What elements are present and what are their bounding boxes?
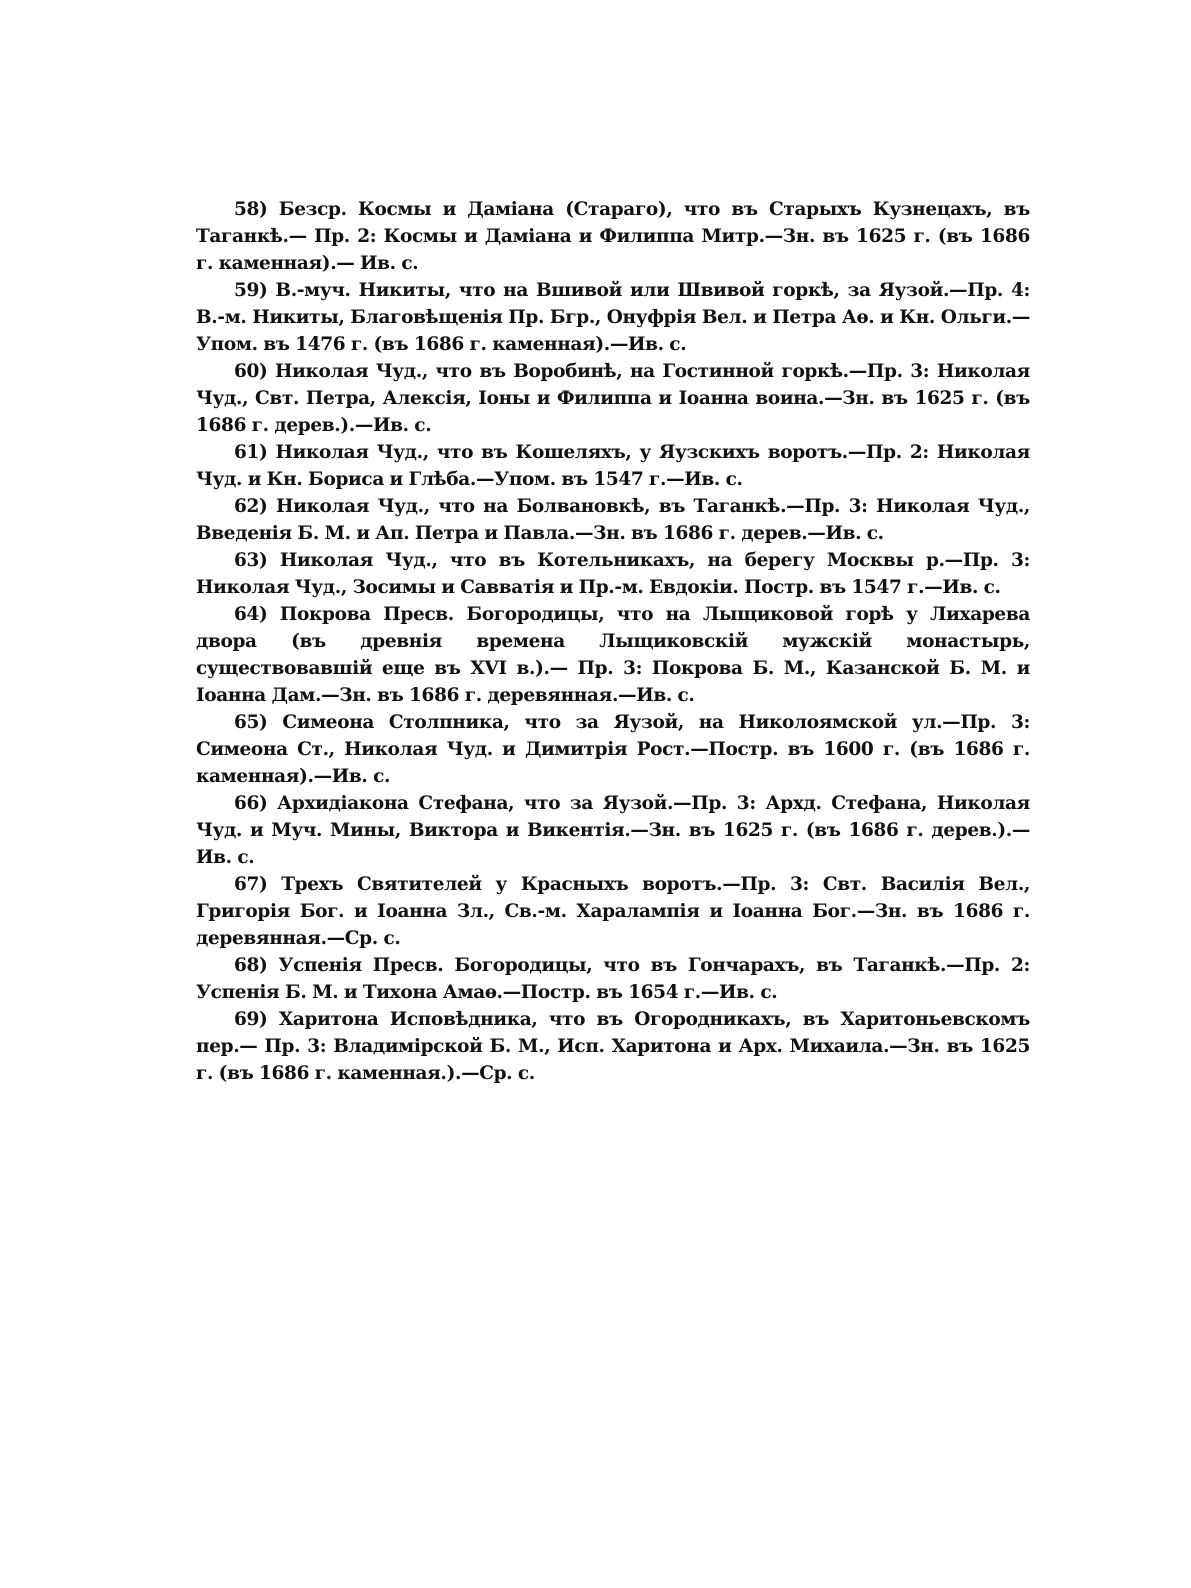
- entry-69: 69) Харитона Исповѣдника, что въ Огородникахъ, въ Харитоньевскомъ пер.— Пр. 3: Владимірской Б. М., Исп. Харитона и Арх. Михаила.—Зн. въ 1625 г. (въ 1686 г. каменная.).—Ср. с.: [196, 1009, 1030, 1084]
- entry-66: 66) Архидіакона Стефана, что за Яузой.—Пр. 3: Архд. Стефана, Николая Чуд. и Муч. Мины, Виктора и Викентія.—Зн. въ 1625 г. (въ 1686 г. дерев.).—Ив. с.: [196, 793, 1030, 868]
- entry-58: 58) Безср. Космы и Даміана (Стараго), что въ Старыхъ Кузнецахъ, въ Таганкѣ.— Пр. 2: Космы и Даміана и Филиппа Митр.—Зн. въ 1625 г. (въ 1686 г. каменная).— Ив. с.: [196, 199, 1030, 274]
- entry-63: 63) Николая Чуд., что въ Котельникахъ, на берегу Москвы р.—Пр. 3: Николая Чуд., Зосимы и Савватія и Пр.-м. Евдокіи. Постр. въ 1547 г.—Ив. с.: [196, 550, 1030, 598]
- entry-60: 60) Николая Чуд., что въ Воробинѣ, на Гостинной горкѣ.—Пр. 3: Николая Чуд., Свт. Петра, Алексія, Іоны и Филиппа и Іоанна воина.—Зн. въ 1625 г. (въ 1686 г. дерев.).—Ив. с.: [196, 361, 1030, 436]
- entry-62: 62) Николая Чуд., что на Болвановкѣ, въ Таганкѣ.—Пр. 3: Николая Чуд., Введенія Б. М. и Ап. Петра и Павла.—Зн. въ 1686 г. дерев.—Ив. с.: [196, 496, 1030, 544]
- entry-64: 64) Покрова Пресв. Богородицы, что на Лыщиковой горѣ у Лихарева двора (въ древнія времена Лыщиковскій мужскій монастырь, существовавшій еще въ XVI в.).— Пр. 3: Покрова Б. М., Казанской Б. М. и Іоанна Дам.—Зн. въ 1686 г. деревянная.—Ив. с.: [196, 604, 1030, 706]
- entry-67: 67) Трехъ Святителей у Красныхъ воротъ.—Пр. 3: Свт. Василія Вел., Григорія Бог. и Іоанна Зл., Св.-м. Харалампія и Іоанна Бог.—Зн. въ 1686 г. деревянная.—Ср. с.: [196, 874, 1030, 949]
- entry-65: 65) Симеона Столпника, что за Яузой, на Николоямской ул.—Пр. 3: Симеона Ст., Николая Чуд. и Димитрія Рост.—Постр. въ 1600 г. (въ 1686 г. каменная).—Ив. с.: [196, 712, 1030, 787]
- entry-61: 61) Николая Чуд., что въ Кошеляхъ, у Яузскихъ воротъ.—Пр. 2: Николая Чуд. и Кн. Бориса и Глѣба.—Упом. въ 1547 г.—Ив. с.: [196, 442, 1030, 490]
- entry-59: 59) В.-муч. Никиты, что на Вшивой или Швивой горкѣ, за Яузой.—Пр. 4: В.-м. Никиты, Благовѣщенія Пр. Бгр., Онуфрія Вел. и Петра Аѳ. и Кн. Ольги.—Упом. въ 1476 г. (въ 1686 г. каменная).—Ив. с.: [196, 280, 1030, 355]
- document-page: [196, 196, 1030, 1087]
- entry-68: 68) Успенія Пресв. Богородицы, что въ Гончарахъ, въ Таганкѣ.—Пр. 2: Успенія Б. М. и Тихона Амаѳ.—Постр. въ 1654 г.—Ив. с.: [196, 955, 1030, 1003]
